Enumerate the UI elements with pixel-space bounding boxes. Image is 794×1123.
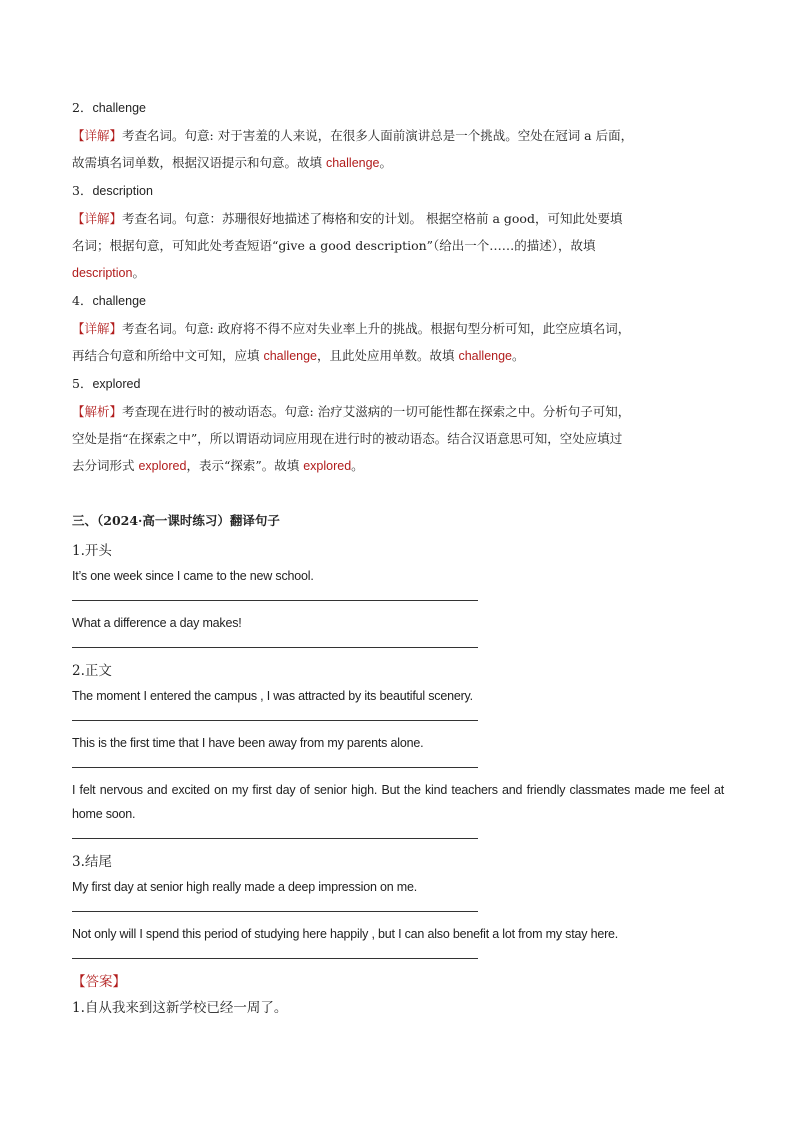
answer-item: 5．explored 【解析】考查现在进行时的被动语态。句意: 治疗艾滋病的一切可能性都在探索之中。分析句子可知， 空处是指“在探索之中”，所以谓语动词应用现在进行时的被动语态。结合汉语意思可知，空处应填过 去分词形式 explored，表示“探索”。故填 explored。	[72, 370, 724, 480]
answer-blank[interactable]	[72, 755, 478, 768]
source-sentence: I felt nervous and excited on my first day of senior high. But the kind teachers and friendly classmates made me feel at home soon.	[72, 783, 724, 821]
answer-blank[interactable]	[72, 946, 478, 959]
source-sentence: This is the first time that I have been away from my parents alone.	[72, 736, 424, 750]
group-label: 2.正文	[72, 663, 112, 679]
answer-blank[interactable]	[72, 826, 478, 839]
document-page	[72, 94, 724, 1021]
source-sentence: Not only will I spend this period of studying here happily , but I can also benefit a lot from my stay here.	[72, 927, 619, 941]
answer-blank[interactable]	[72, 635, 478, 648]
answer-item: 4．challenge 【详解】考查名词。句意: 政府将不得不应对失业率上升的挑战。根据句型分析可知，此空应填名词， 再结合句意和所给中文可知，应填 challenge，且此处应用单数。故填 challenge。	[72, 287, 724, 370]
explanation-tag: 【详解】	[72, 321, 123, 336]
answer-line: 1.自从我来到这新学校已经一周了。	[72, 1000, 288, 1016]
answer-blank[interactable]	[72, 588, 478, 601]
source-sentence: It’s one week since I came to the new school.	[72, 569, 314, 583]
answer-item: 2．challenge 【详解】考查名词。句意: 对于害羞的人来说，在很多人面前演讲总是一个挑战。空处在冠词 a 后面， 故需填名词单数，根据汉语提示和句意。故填 challenge。	[72, 94, 724, 177]
explanation-tag: 【解析】	[72, 404, 123, 419]
source-sentence: What a difference a day makes!	[72, 616, 242, 630]
section-title: 三、（2024·高一课时练习）翻译句子	[72, 513, 280, 528]
explanation-tag: 【详解】	[72, 211, 123, 226]
item-heading: 5．explored	[72, 376, 141, 391]
answer-item: 3．description 【详解】考查名词。句意：苏珊很好地描述了梅格和安的计划。 根据空格前 a good，可知此处要填 名词；根据句意，可知此处考查短语“give a good description”（给出一个……的描述），故填 description。	[72, 177, 724, 287]
group-label: 1.开头	[72, 543, 112, 559]
item-heading: 2．challenge	[72, 100, 146, 115]
answer-blank[interactable]	[72, 708, 478, 721]
answer-tag: 【答案】	[72, 974, 126, 990]
explanation-tag: 【详解】	[72, 128, 123, 143]
group-label: 3.结尾	[72, 854, 112, 870]
source-sentence: My first day at senior high really made a deep impression on me.	[72, 880, 418, 894]
source-sentence: The moment I entered the campus , I was attracted by its beautiful scenery.	[72, 689, 473, 703]
item-heading: 3．description	[72, 183, 153, 198]
item-heading: 4．challenge	[72, 293, 146, 308]
answer-blank[interactable]	[72, 899, 478, 912]
